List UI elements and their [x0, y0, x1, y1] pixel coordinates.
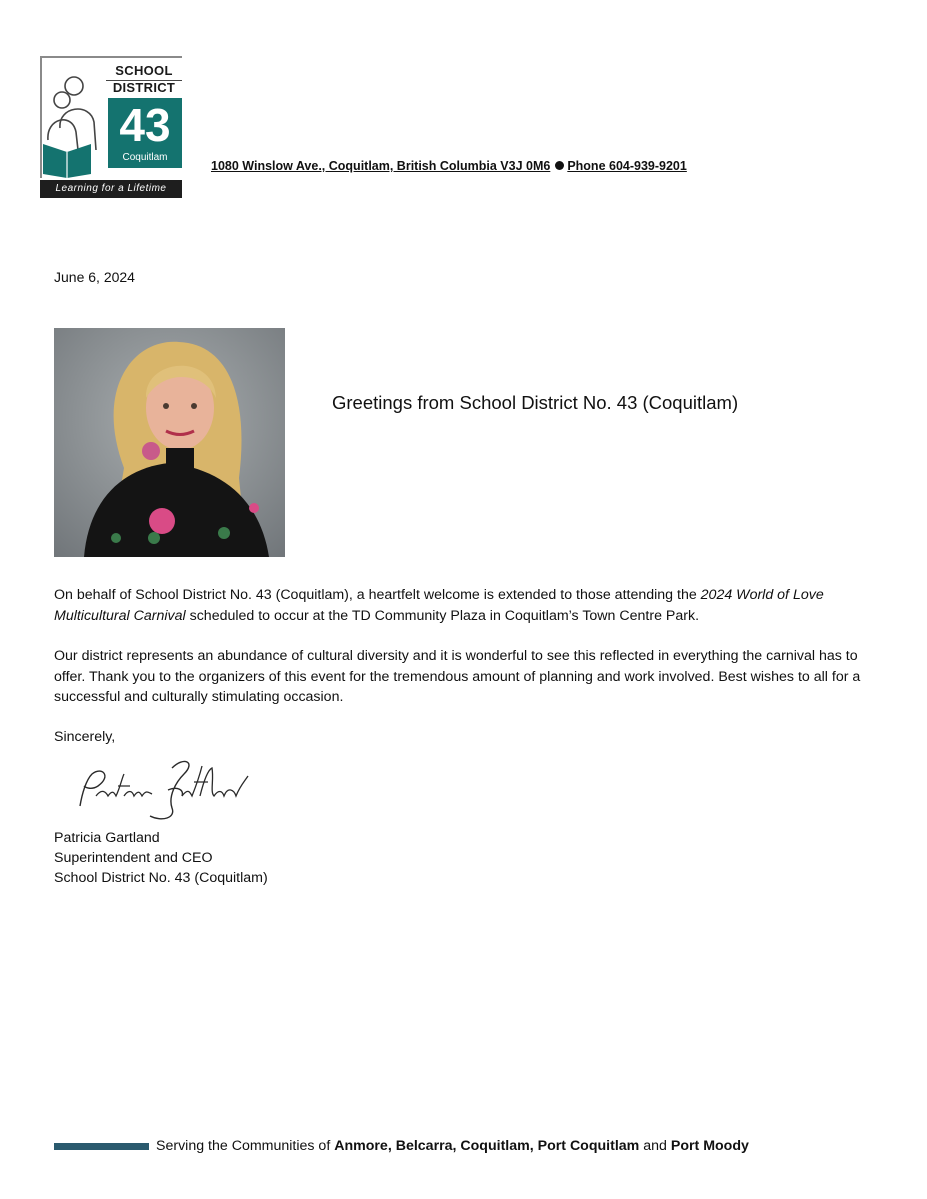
footer-last-community: Port Moody [670, 1138, 749, 1154]
footer-communities: Anmore, Belcarra, Coquitlam, Port Coquitlam [334, 1138, 640, 1154]
logo-district-text: DISTRICT [106, 80, 182, 95]
address-text: 1080 Winslow Ave., Coquitlam, British Columbia V3J 0M6 [211, 159, 551, 173]
signer-name: Patricia Gartland [54, 830, 160, 846]
school-district-logo [40, 56, 184, 200]
logo-number: 43 [119, 99, 171, 151]
letter-paragraph-2: Our district represents an abundance of cultural diversity and it is wonderful to see this reflected in everything the carnival has to offer. Thank you to the organizers of this event for the tremendous amount of planning and work involved. Best wishes to all for a successful and culturally stimulating occasion. [54, 648, 861, 705]
signer-organization: School District No. 43 (Coquitlam) [54, 870, 268, 886]
logo-city: Coquitlam [122, 152, 168, 163]
letter-paragraph-1 [54, 585, 864, 626]
people-reading-icon [42, 66, 110, 178]
handwritten-signature [72, 756, 262, 822]
logo-number-box [108, 98, 182, 168]
letter-date: June 6, 2024 [54, 269, 135, 285]
footer-accent-bar [54, 1143, 149, 1150]
event-name: 2024 World of Love Multicultural Carnival [54, 587, 824, 624]
phone-text: Phone 604-939-9201 [567, 159, 687, 173]
bullet-dot-icon [555, 161, 564, 170]
logo-tagline: Learning for a Lifetime [40, 180, 182, 198]
letter-greeting-heading: Greetings from School District No. 43 (Coquitlam) [332, 392, 739, 413]
footer-joiner: and [639, 1138, 671, 1154]
signature-block [54, 828, 268, 888]
p1-text-start: On behalf of School District No. 43 (Coquitlam), a heartfelt welcome is extended to those attending the [54, 587, 701, 603]
p1-text-end: scheduled to occur at the TD Community Plaza in Coquitlam’s Town Centre Park. [185, 607, 700, 624]
portrait-photo [54, 328, 285, 557]
logo-school-text: SCHOOL [115, 63, 173, 78]
letterhead-address-line [211, 159, 687, 173]
letter-closing: Sincerely, [54, 729, 116, 745]
footer-communities-line [156, 1138, 749, 1154]
signer-title: Superintendent and CEO [54, 850, 213, 866]
footer-prefix: Serving the Communities of [156, 1138, 335, 1154]
